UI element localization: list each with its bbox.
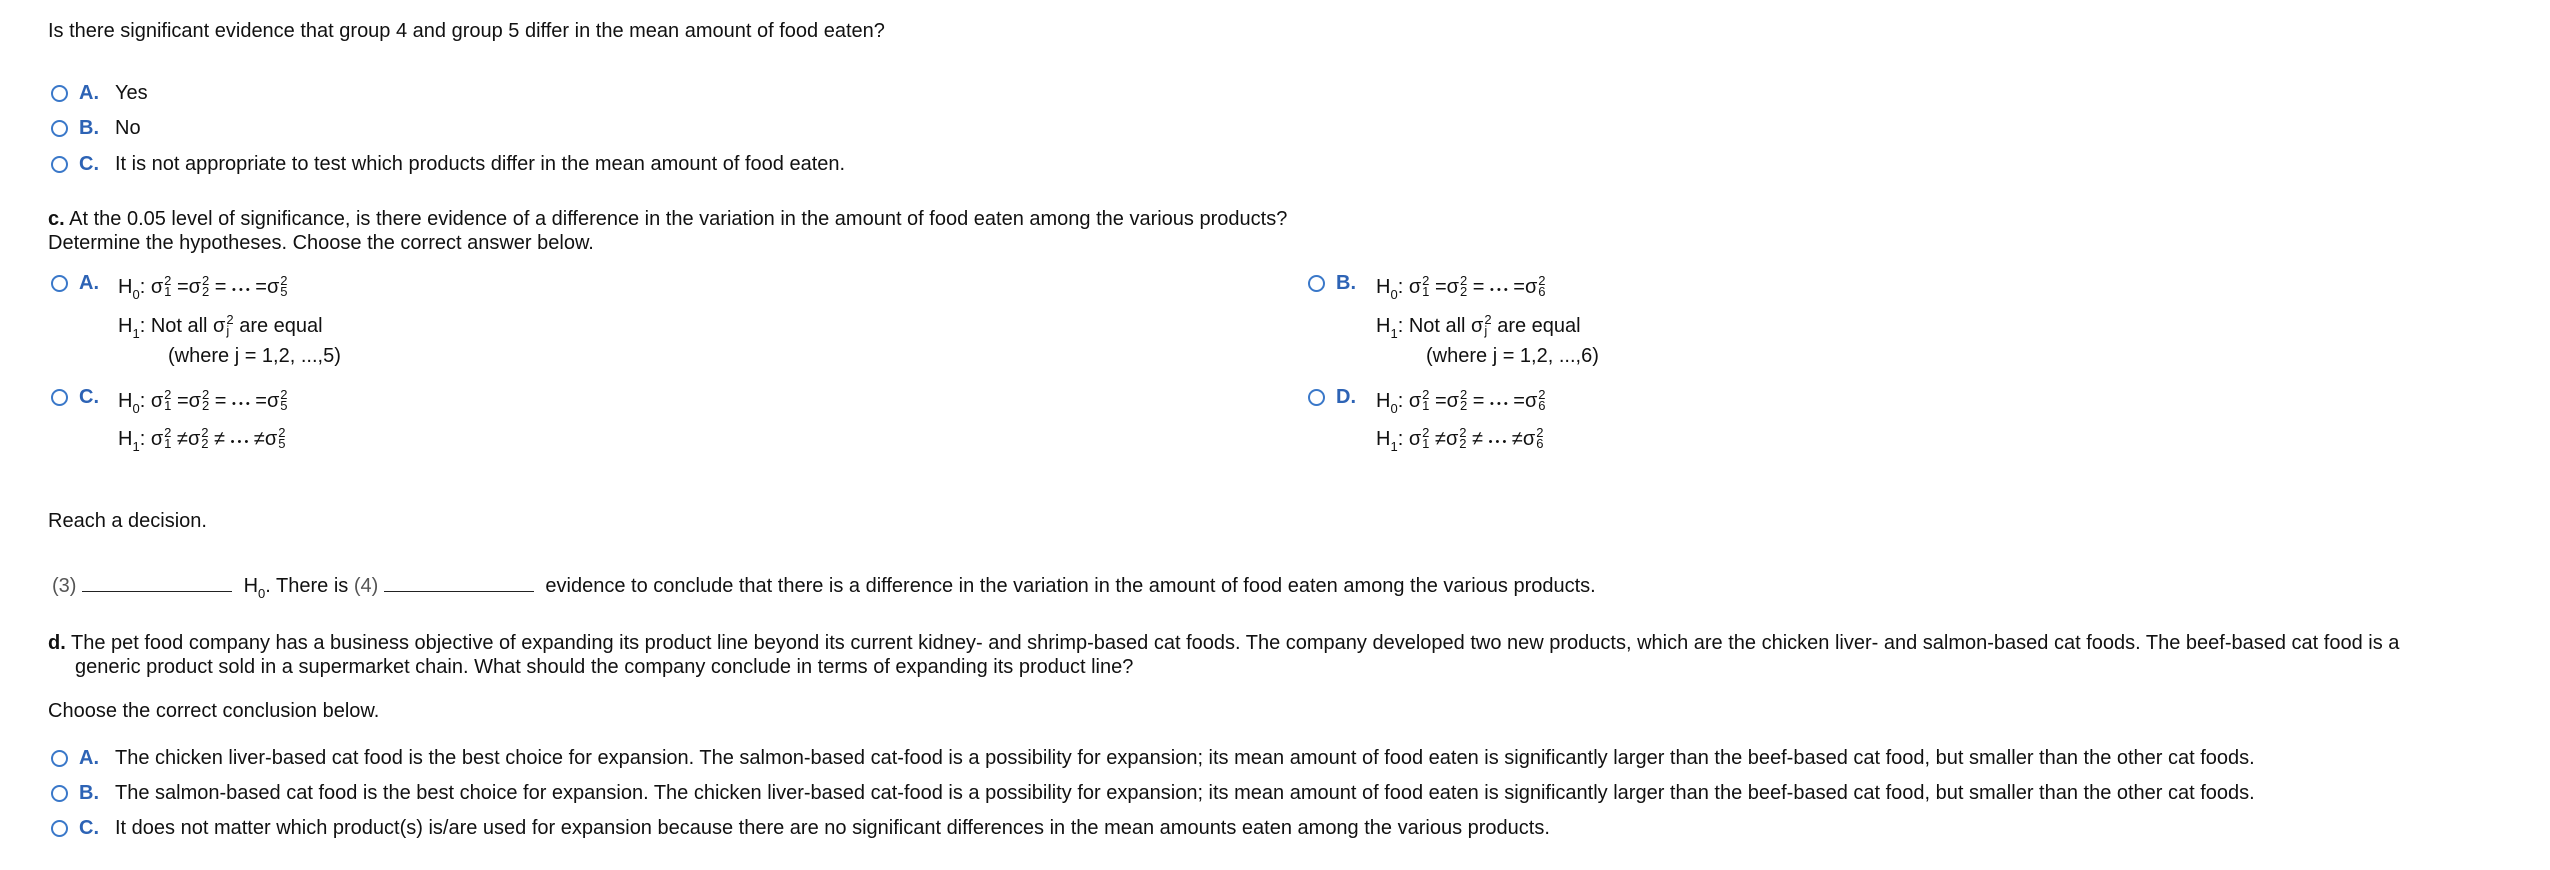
option-letter: A.	[79, 82, 99, 104]
q-c-option-d[interactable]	[1308, 386, 1372, 409]
q-b-option-a[interactable]	[51, 82, 148, 105]
question-d-line2: generic product sold in a supermarket chain. What should the company conclude in terms of expanding its product line?	[75, 656, 1134, 678]
q-c-a-where: (where j = 1,2, ...,5)	[168, 345, 341, 367]
decision-middle-text: . There is	[265, 575, 349, 597]
radio-button[interactable]	[51, 120, 68, 137]
radio-button[interactable]	[1308, 389, 1325, 406]
decision-sentence	[52, 575, 1596, 601]
question-b-prompt: Is there significant evidence that group 4 and group 5 differ in the mean amount of food eaten?	[48, 20, 885, 42]
q-d-option-b[interactable]	[51, 782, 2255, 805]
question-d-label: d.	[48, 632, 66, 654]
radio-button[interactable]	[51, 389, 68, 406]
question-d-instruction: Choose the correct conclusion below.	[48, 700, 380, 722]
q-c-a-alt-hypothesis: $H_1$: Not all σ 2 j are equal	[118, 311, 323, 341]
radio-button[interactable]	[51, 156, 68, 173]
option-letter: C.	[79, 153, 99, 175]
option-text: No	[115, 117, 141, 139]
option-letter: C.	[79, 817, 99, 839]
q-d-option-c[interactable]	[51, 817, 1550, 840]
radio-button[interactable]	[51, 785, 68, 802]
q-d-option-a[interactable]	[51, 747, 2255, 770]
q-c-c-null-hypothesis: $H_0$: σ 2 1 =σ 2 2 = • • • =σ 2 5	[118, 386, 288, 416]
q-c-b-where: (where j = 1,2, ...,6)	[1426, 345, 1599, 367]
radio-button[interactable]	[1308, 275, 1325, 292]
option-letter: A.	[79, 272, 99, 294]
h0-symbol: $H_0$	[243, 575, 266, 601]
decision-heading: Reach a decision.	[48, 510, 207, 532]
blank-4-dropdown[interactable]	[384, 591, 534, 592]
option-letter: D.	[1336, 386, 1356, 408]
q-c-option-c[interactable]	[51, 386, 115, 409]
radio-button[interactable]	[51, 85, 68, 102]
option-letter: B.	[79, 117, 99, 139]
question-d-text: The pet food company has a business objective of expanding its product line beyond its current kidney- and shrimp-based cat foods. The company developed two new products, which are the chicken liver- and salmon-based cat foods. The beef-based cat food is a	[70, 632, 2400, 654]
option-letter: A.	[79, 747, 99, 769]
option-letter: B.	[79, 782, 99, 804]
blank-3-dropdown[interactable]	[82, 591, 232, 592]
decision-tail-text: evidence to conclude that there is a difference in the variation in the amount of food eaten among the various products.	[545, 575, 1596, 597]
option-letter: B.	[1336, 272, 1356, 294]
option-text: It does not matter which product(s) is/are used for expansion because there are no significant differences in the mean amounts eaten among the various products.	[115, 817, 1550, 839]
q-c-option-b[interactable]	[1308, 272, 1372, 295]
question-c-instruction: Determine the hypotheses. Choose the correct answer below.	[48, 232, 594, 254]
question-c-label: c.	[48, 208, 65, 230]
q-c-a-null-hypothesis: $H_0$: σ 2 1 =σ 2 2 = • • • =σ 2 5	[118, 272, 288, 302]
question-d-line1	[48, 632, 2399, 655]
q-b-option-b[interactable]	[51, 117, 141, 140]
q-c-d-alt-hypothesis: $H_1$: σ 2 1 ≠σ 2 2 ≠ • • • ≠σ 2 6	[1376, 424, 1544, 454]
option-text: Yes	[115, 82, 148, 104]
option-text: The salmon-based cat food is the best choice for expansion. The chicken liver-based cat-food is a possibility for expansion; its mean amount of food eaten is significantly larger than the beef-based cat food, but smaller than the other cat foods.	[115, 782, 2255, 804]
q-c-option-a[interactable]	[51, 272, 115, 295]
blank-4-label: (4)	[353, 575, 379, 597]
option-letter: C.	[79, 386, 99, 408]
radio-button[interactable]	[51, 750, 68, 767]
option-text: It is not appropriate to test which products differ in the mean amount of food eaten.	[115, 153, 846, 175]
radio-button[interactable]	[51, 275, 68, 292]
question-c-prompt	[48, 208, 1287, 231]
q-c-d-null-hypothesis: $H_0$: σ 2 1 =σ 2 2 = • • • =σ 2 6	[1376, 386, 1546, 416]
q-b-option-c[interactable]	[51, 153, 845, 176]
q-c-b-null-hypothesis: $H_0$: σ 2 1 =σ 2 2 = • • • =σ 2 6	[1376, 272, 1546, 302]
question-c-text: At the 0.05 level of significance, is there evidence of a difference in the variation in the amount of food eaten among the various products?	[69, 208, 1288, 230]
radio-button[interactable]	[51, 820, 68, 837]
q-c-c-alt-hypothesis: $H_1$: σ 2 1 ≠σ 2 2 ≠ • • • ≠σ 2 5	[118, 424, 286, 454]
option-text: The chicken liver-based cat food is the best choice for expansion. The salmon-based cat-food is a possibility for expansion; its mean amount of food eaten is significantly larger than the beef-based cat food, but smaller than the other cat foods.	[115, 747, 2255, 769]
blank-3-label: (3)	[52, 575, 77, 597]
q-c-b-alt-hypothesis: $H_1$: Not all σ 2 j are equal	[1376, 311, 1581, 341]
